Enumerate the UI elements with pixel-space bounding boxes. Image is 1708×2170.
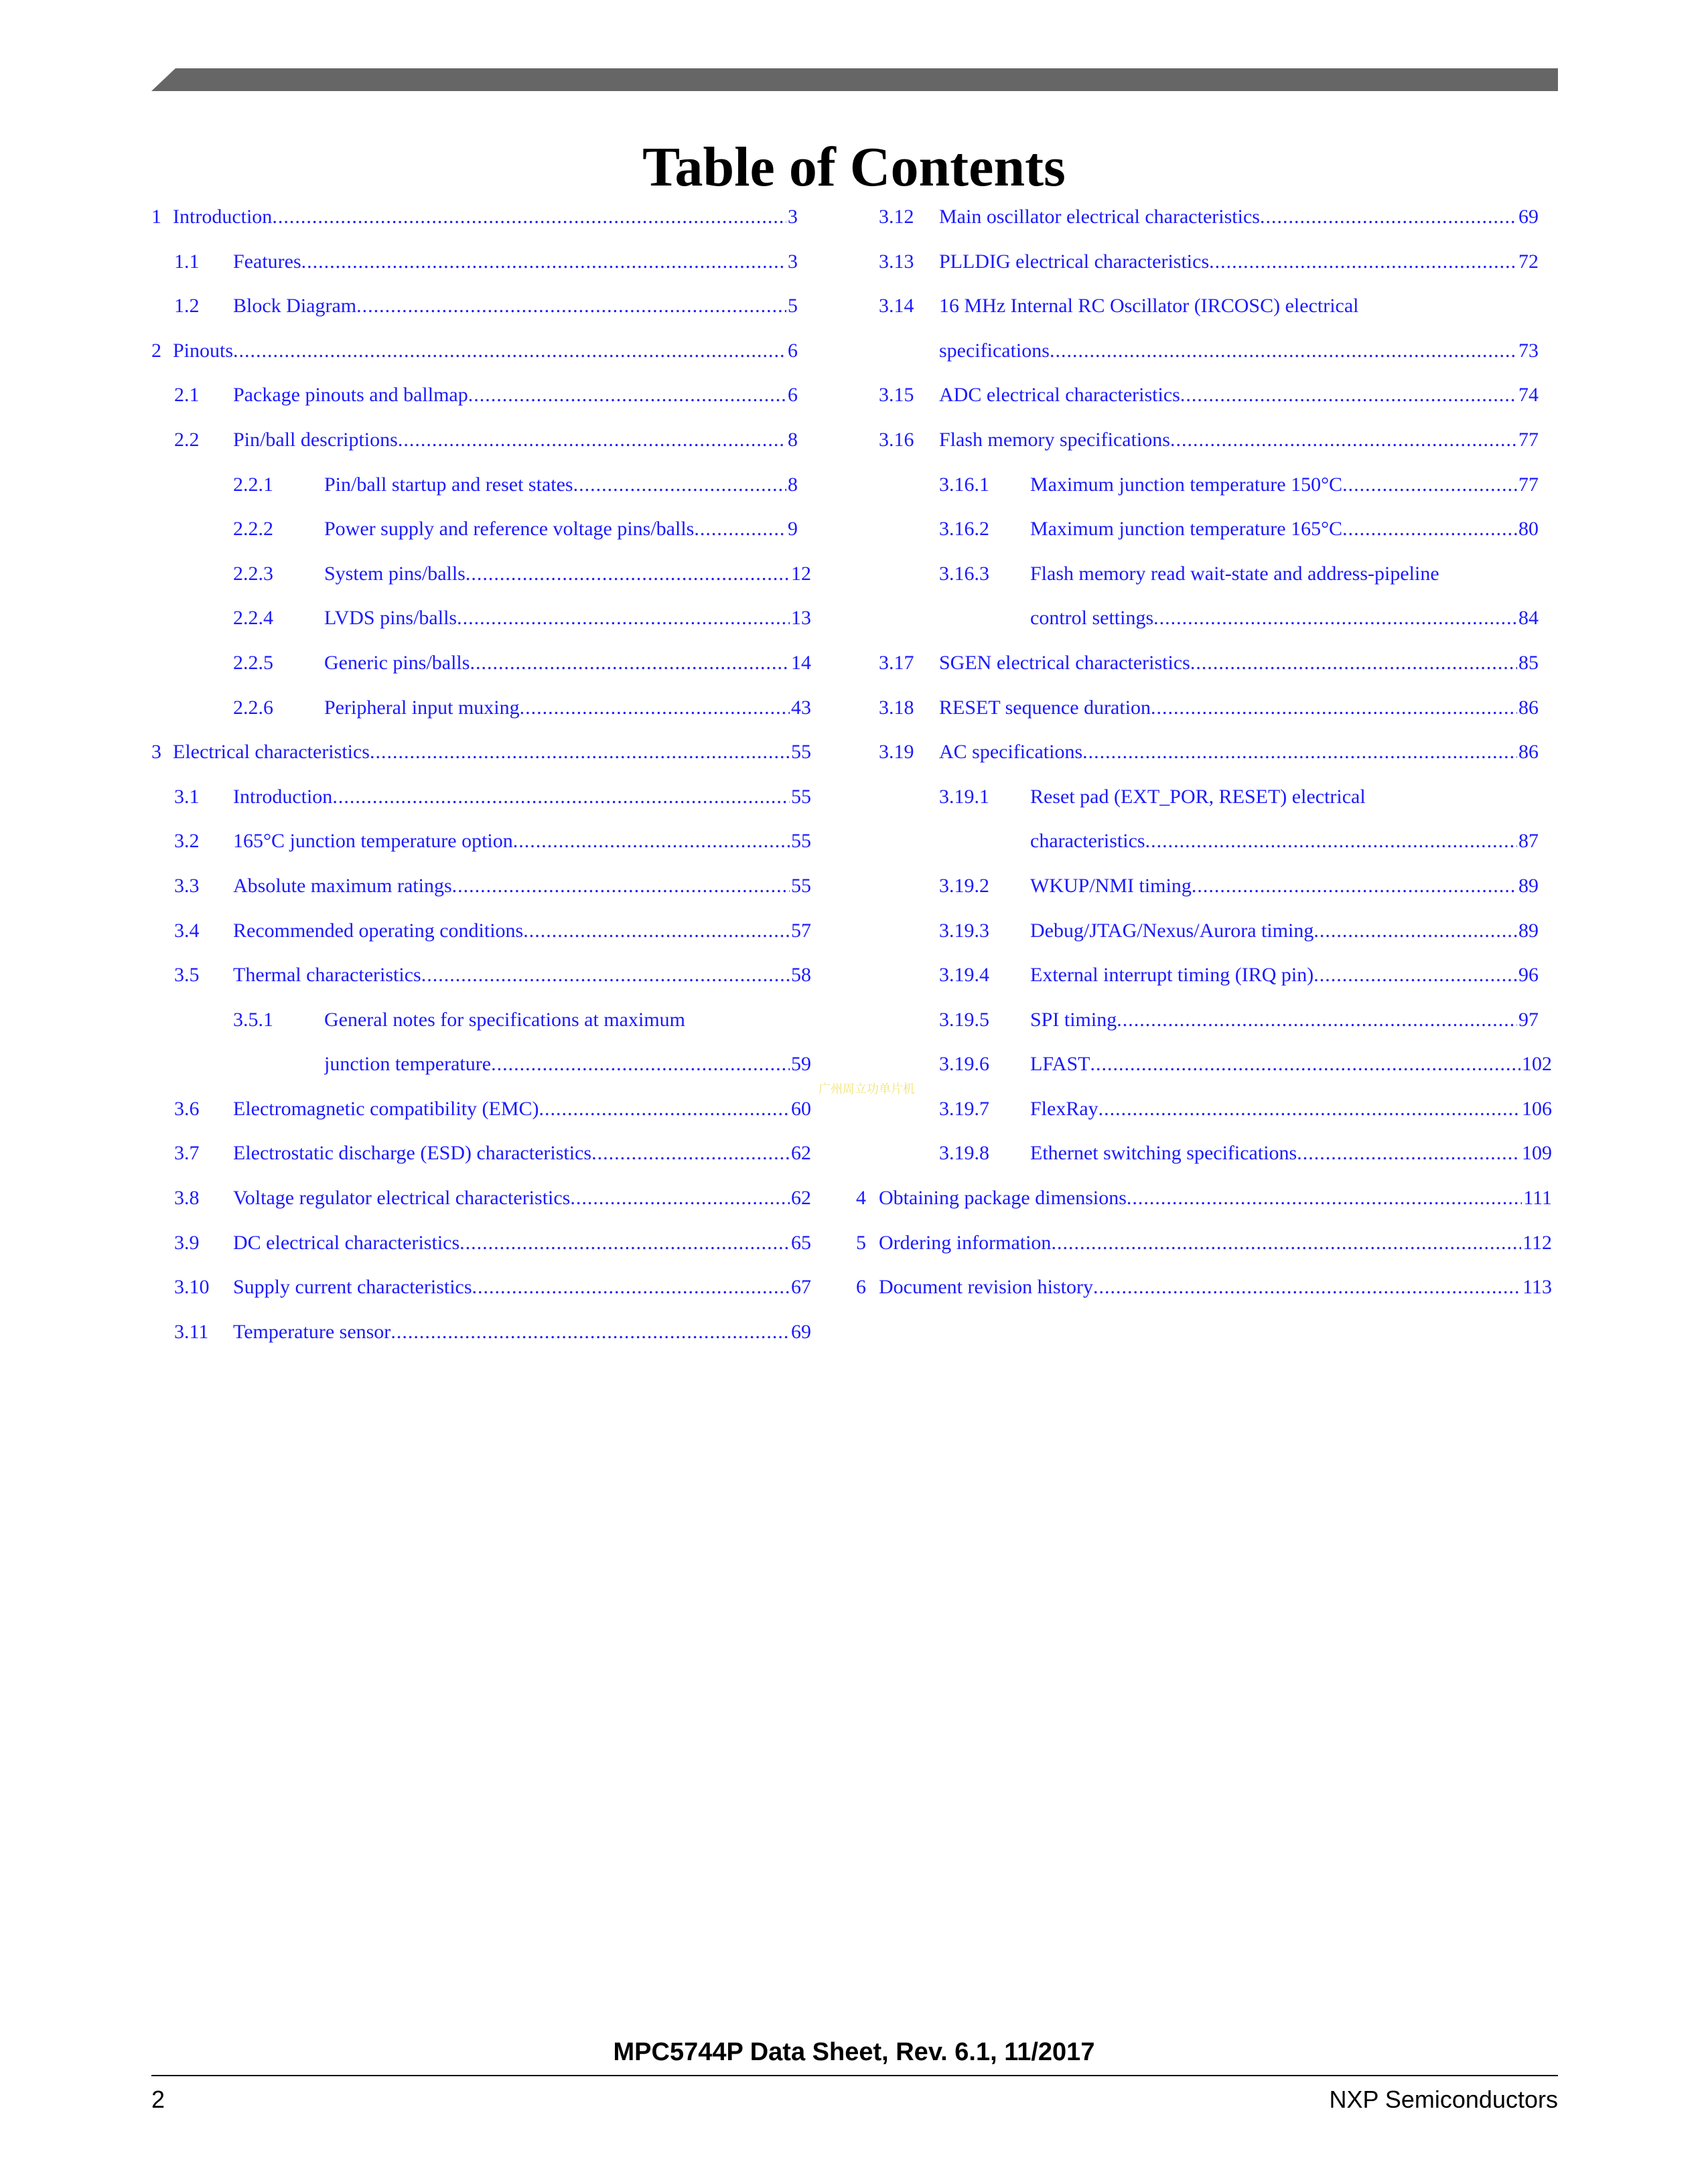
toc-entry-title: System pins/balls: [324, 562, 466, 585]
toc-leader-dots: [1297, 1135, 1520, 1171]
toc-entry-page: 86: [1518, 696, 1539, 719]
toc-leader-dots: [520, 690, 790, 726]
toc-entry-number: 6: [856, 1276, 866, 1299]
toc-entry-page: 109: [1522, 1142, 1552, 1165]
toc-entry-number: 1.2: [174, 295, 200, 317]
toc-entry-title: Reset pad (EXT_POR, RESET) electrical: [1030, 785, 1366, 808]
toc-entry-2-2-6[interactable]: [151, 690, 811, 735]
toc-entry-number: 3.16: [879, 428, 914, 451]
toc-leader-dots: [591, 1135, 790, 1171]
toc-leader-dots: [1153, 600, 1517, 636]
toc-entry-page: 58: [791, 964, 811, 987]
toc-leader-dots: [1098, 1091, 1520, 1127]
toc-entry-3-12[interactable]: [879, 199, 1552, 244]
toc-entry-3-1[interactable]: [151, 779, 811, 824]
toc-entry-3-16[interactable]: [879, 422, 1552, 467]
toc-entry-number: 3: [151, 741, 161, 764]
toc-entry-number: 2.2.3: [233, 562, 273, 585]
toc-leader-dots: [1127, 1180, 1522, 1216]
toc-entry-page: 9: [788, 518, 798, 540]
toc-entry-3-19-3[interactable]: [879, 913, 1552, 958]
toc-entry-title: Main oscillator electrical characteristics: [939, 206, 1260, 228]
footer-divider: [151, 2075, 1558, 2076]
toc-entry-2-2-4[interactable]: [151, 600, 811, 645]
toc-entry-3-19-5[interactable]: [879, 1002, 1552, 1047]
toc-left-column: [151, 199, 811, 1358]
toc-entry-page: 111: [1523, 1187, 1552, 1210]
toc-entry-title: DC electrical characteristics: [233, 1231, 460, 1254]
toc-entry-title: Features: [233, 250, 301, 273]
toc-entry-page: 3: [788, 250, 798, 273]
watermark: 广州周立功单片机: [819, 1082, 915, 1096]
footer-document-title: MPC5744P Data Sheet, Rev. 6.1, 11/2017: [613, 2038, 1095, 2066]
toc-entry-page: 55: [791, 741, 811, 764]
toc-entry-title: Supply current characteristics: [233, 1276, 472, 1299]
toc-entry-page: 113: [1522, 1276, 1552, 1299]
toc-entry-title: junction temperature: [324, 1053, 492, 1076]
toc-entry-title: control settings: [1030, 607, 1154, 630]
toc-entry-3-19[interactable]: [879, 734, 1552, 779]
toc-entry-number: 2.1: [174, 384, 200, 407]
toc-entry-title: Introduction: [173, 206, 273, 228]
toc-leader-dots: [332, 779, 790, 815]
footer-company-name: NXP Semiconductors: [1329, 2086, 1558, 2113]
toc-entry-3-10[interactable]: [151, 1269, 811, 1314]
toc-entry-3-16-1[interactable]: [879, 467, 1552, 512]
toc-entry-title: characteristics: [1030, 830, 1145, 853]
toc-entry-title: Generic pins/balls: [324, 651, 470, 674]
toc-leader-dots: [1151, 690, 1517, 726]
toc-entry-title: WKUP/NMI timing: [1030, 874, 1192, 897]
toc-entry-page: 8: [788, 473, 798, 496]
toc-entry-page: 77: [1518, 428, 1539, 451]
toc-entry-page: 69: [791, 1320, 811, 1343]
toc-entry-3-19-4[interactable]: [879, 957, 1552, 1002]
toc-entry-title: SGEN electrical characteristics: [939, 651, 1190, 674]
page-title: Table of Contents: [642, 136, 1066, 198]
toc-entry-3-19-7[interactable]: [879, 1091, 1552, 1136]
toc-entry-number: 1: [151, 206, 161, 228]
toc-leader-dots: [1093, 1269, 1521, 1305]
toc-entry-page: 80: [1518, 518, 1539, 540]
toc-entry-title: Ethernet switching specifications: [1030, 1142, 1297, 1165]
toc-entry-page: 89: [1518, 874, 1539, 897]
toc-entry-3-16-2[interactable]: [879, 511, 1552, 556]
toc-entry-number: 3.19.2: [939, 874, 989, 897]
toc-entry-2-2[interactable]: [151, 422, 811, 467]
toc-entry-title: Pinouts: [173, 339, 234, 362]
footer-page-number: 2: [151, 2086, 165, 2113]
toc-entry-page: 65: [791, 1231, 811, 1254]
toc-entry-3-9[interactable]: [151, 1225, 811, 1270]
toc-entry-number: 3.19: [879, 741, 914, 764]
toc-leader-dots: [301, 244, 786, 280]
toc-entry-2-2-2[interactable]: [151, 511, 811, 556]
toc-leader-dots: [466, 556, 790, 592]
toc-entry-number: 3.17: [879, 651, 914, 674]
toc-entry-2[interactable]: [151, 333, 811, 378]
toc-entry-3-2[interactable]: [151, 823, 811, 868]
toc-leader-dots: [523, 913, 790, 949]
toc-entry-page: 102: [1522, 1053, 1552, 1076]
toc-entry-1[interactable]: [151, 199, 811, 244]
toc-entry-number: 2: [151, 339, 161, 362]
toc-entry-number: 3.19.8: [939, 1142, 989, 1165]
toc-entry-3-15[interactable]: [879, 377, 1552, 422]
toc-entry-number: 3.5: [174, 964, 200, 987]
toc-entry-title: LFAST: [1030, 1053, 1090, 1076]
toc-entry-3-17[interactable]: [879, 645, 1552, 690]
toc-leader-dots: [1260, 199, 1517, 235]
toc-entry-1-1[interactable]: [151, 244, 811, 289]
toc-leader-dots: [272, 199, 786, 235]
toc-entry-page: 55: [791, 785, 811, 808]
toc-entry-number: 3.2: [174, 830, 200, 853]
toc-entry-title: AC specifications: [939, 741, 1083, 764]
toc-entry-page: 13: [791, 607, 811, 630]
toc-entry-2-2-5[interactable]: [151, 645, 811, 690]
toc-entry-title: Electrostatic discharge (ESD) characteristics: [233, 1142, 592, 1165]
toc-entry-number: 3.12: [879, 206, 914, 228]
toc-leader-dots: [1313, 913, 1517, 949]
toc-entry-3-11[interactable]: [151, 1314, 811, 1359]
toc-entry-number: 1.1: [174, 250, 200, 273]
toc-leader-dots: [1170, 422, 1517, 458]
toc-entry-3-14-continued[interactable]: [879, 333, 1552, 378]
toc-entry-3-14[interactable]: [879, 288, 1552, 333]
toc-entry-page: 106: [1522, 1097, 1552, 1120]
toc-entry-title: FlexRay: [1030, 1097, 1098, 1120]
toc-entry-page: 62: [791, 1142, 811, 1165]
toc-entry-number: 3.16.1: [939, 473, 989, 496]
toc-entry-page: 57: [791, 919, 811, 942]
toc-leader-dots: [570, 1180, 790, 1216]
toc-entry-title: 165°C junction temperature option: [233, 830, 513, 853]
toc-entry-number: 3.19.1: [939, 785, 989, 808]
toc-entry-number: 3.7: [174, 1142, 200, 1165]
toc-entry-title: SPI timing: [1030, 1008, 1117, 1031]
toc-leader-dots: [513, 823, 790, 859]
toc-leader-dots: [472, 1269, 790, 1305]
toc-entry-title: Package pinouts and ballmap: [233, 384, 468, 407]
toc-leader-dots: [1051, 1225, 1521, 1261]
toc-entry-page: 85: [1518, 651, 1539, 674]
toc-entry-number: 4: [856, 1187, 866, 1210]
toc-entry-number: 3.9: [174, 1231, 200, 1254]
toc-entry-3-5-1-continued[interactable]: [151, 1046, 811, 1091]
toc-entry-number: 3.1: [174, 785, 200, 808]
toc-entry-title: Flash memory specifications: [939, 428, 1170, 451]
toc-leader-dots: [1342, 467, 1517, 503]
toc-entry-number: 2.2.4: [233, 607, 273, 630]
toc-entry-3-19-6[interactable]: [879, 1046, 1552, 1091]
toc-entry-3-6[interactable]: [151, 1091, 811, 1136]
toc-entry-3-4[interactable]: [151, 913, 811, 958]
toc-entry-3-7[interactable]: [151, 1135, 811, 1180]
toc-entry-title: Peripheral input muxing: [324, 696, 520, 719]
toc-entry-page: 55: [791, 830, 811, 853]
toc-entry-number: 3.19.3: [939, 919, 989, 942]
toc-leader-dots: [539, 1091, 790, 1127]
toc-entry-page: 14: [791, 651, 811, 674]
toc-entry-title: Recommended operating conditions: [233, 919, 524, 942]
toc-entry-title: Electromagnetic compatibility (EMC): [233, 1097, 539, 1120]
toc-entry-page: 69: [1518, 206, 1539, 228]
toc-entry-page: 43: [791, 696, 811, 719]
toc-entry-number: 3.15: [879, 384, 914, 407]
toc-leader-dots: [398, 422, 786, 458]
toc-leader-dots: [491, 1046, 790, 1082]
toc-entry-page: 62: [791, 1187, 811, 1210]
toc-leader-dots: [1342, 511, 1517, 547]
toc-entry-page: 97: [1518, 1008, 1539, 1031]
toc-entry-title: Document revision history: [879, 1276, 1093, 1299]
toc-entry-2-2-1[interactable]: [151, 467, 811, 512]
toc-entry-number: 3.4: [174, 919, 200, 942]
toc-entry-title: Flash memory read wait-state and address-pipeline: [1030, 562, 1439, 585]
toc-entry-page: 6: [788, 339, 798, 362]
toc-entry-title: specifications: [939, 339, 1050, 362]
toc-entry-title: Pin/ball descriptions: [233, 428, 398, 451]
toc-entry-number: 3.8: [174, 1187, 200, 1210]
toc-leader-dots: [1050, 333, 1517, 369]
toc-entry-page: 72: [1518, 250, 1539, 273]
toc-entry-page: 96: [1518, 964, 1539, 987]
toc-entry-3-19-1[interactable]: [879, 779, 1552, 824]
toc-leader-dots: [470, 645, 790, 681]
toc-entry-page: 73: [1518, 339, 1539, 362]
toc-entry-page: 89: [1518, 919, 1539, 942]
toc-entry-title: General notes for specifications at maximum: [324, 1008, 685, 1031]
toc-leader-dots: [356, 288, 786, 324]
toc-entry-title: Electrical characteristics: [173, 741, 370, 764]
toc-leader-dots: [1145, 823, 1517, 859]
toc-leader-dots: [573, 467, 786, 503]
toc-leader-dots: [390, 1314, 790, 1350]
toc-entry-title: RESET sequence duration: [939, 696, 1151, 719]
toc-leader-dots: [468, 377, 786, 413]
toc-entry-number: 2.2.6: [233, 696, 273, 719]
toc-entry-number: 3.6: [174, 1097, 200, 1120]
toc-entry-title: LVDS pins/balls: [324, 607, 457, 630]
toc-entry-number: 3.3: [174, 874, 200, 897]
toc-entry-page: 5: [788, 295, 798, 317]
toc-entry-page: 87: [1518, 830, 1539, 853]
toc-leader-dots: [1082, 734, 1517, 770]
toc-leader-dots: [421, 957, 790, 993]
toc-entry-page: 12: [791, 562, 811, 585]
toc-entry-number: 3.19.5: [939, 1008, 989, 1031]
toc-entry-title: Obtaining package dimensions: [879, 1187, 1127, 1210]
toc-entry-title: Debug/JTAG/Nexus/Aurora timing: [1030, 919, 1314, 942]
toc-entry-number: 2.2.2: [233, 518, 273, 540]
toc-entry-3-13[interactable]: [879, 244, 1552, 289]
toc-entry-page: 3: [788, 206, 798, 228]
toc-entry-title: ADC electrical characteristics: [939, 384, 1180, 407]
toc-entry-title: Temperature sensor: [233, 1320, 391, 1343]
toc-leader-dots: [233, 333, 786, 369]
toc-entry-6[interactable]: [856, 1269, 1552, 1314]
toc-entry-number: 3.19.4: [939, 964, 989, 987]
toc-entry-number: 3.18: [879, 696, 914, 719]
toc-leader-dots: [1313, 957, 1517, 993]
toc-entry-title: PLLDIG electrical characteristics: [939, 250, 1210, 273]
toc-entry-number: 3.14: [879, 295, 914, 317]
toc-leader-dots: [1180, 377, 1517, 413]
toc-leader-dots: [370, 734, 790, 770]
toc-entry-title: Pin/ball startup and reset states: [324, 473, 573, 496]
toc-entry-3-16-3[interactable]: [879, 556, 1552, 601]
toc-entry-number: 2.2: [174, 428, 200, 451]
toc-entry-3-18[interactable]: [879, 690, 1552, 735]
toc-entry-3-8[interactable]: [151, 1180, 811, 1225]
toc-entry-number: 3.13: [879, 250, 914, 273]
toc-entry-3-19-1-continued[interactable]: [879, 823, 1552, 868]
toc-entry-number: 3.19.7: [939, 1097, 989, 1120]
toc-leader-dots: [694, 511, 786, 547]
toc-entry-title: Maximum junction temperature 165°C: [1030, 518, 1343, 540]
toc-entry-number: 3.11: [174, 1320, 209, 1343]
toc-entry-title: Introduction: [233, 785, 333, 808]
toc-leader-dots: [459, 1225, 790, 1261]
toc-entry-number: 2.2.1: [233, 473, 273, 496]
toc-entry-page: 59: [791, 1053, 811, 1076]
toc-entry-number: 3.19.6: [939, 1053, 989, 1076]
toc-leader-dots: [1117, 1002, 1517, 1038]
toc-entry-5[interactable]: [856, 1225, 1552, 1270]
toc-entry-page: 67: [791, 1276, 811, 1299]
toc-entry-title: Block Diagram: [233, 295, 357, 317]
toc-entry-title: 16 MHz Internal RC Oscillator (IRCOSC) electrical: [939, 295, 1359, 317]
toc-entry-page: 55: [791, 874, 811, 897]
toc-entry-page: 74: [1518, 384, 1539, 407]
toc-entry-number: 3.10: [174, 1276, 210, 1299]
toc-entry-1-2[interactable]: [151, 288, 811, 333]
toc-entry-number: 3.16.2: [939, 518, 989, 540]
toc-entry-3[interactable]: [151, 734, 811, 779]
toc-entry-3-3[interactable]: [151, 868, 811, 913]
toc-leader-dots: [452, 868, 790, 904]
toc-entry-page: 86: [1518, 741, 1539, 764]
toc-entry-page: 84: [1518, 607, 1539, 630]
toc-entry-4[interactable]: [856, 1180, 1552, 1225]
toc-entry-number: 3.5.1: [233, 1008, 273, 1031]
toc-entry-title: Voltage regulator electrical characteristics: [233, 1187, 571, 1210]
toc-entry-2-1[interactable]: [151, 377, 811, 422]
toc-entry-title: Thermal characteristics: [233, 964, 421, 987]
toc-entry-number: 2.2.5: [233, 651, 273, 674]
toc-entry-title: External interrupt timing (IRQ pin): [1030, 964, 1314, 987]
toc-entry-3-5[interactable]: [151, 957, 811, 1002]
toc-entry-title: Ordering information: [879, 1231, 1052, 1254]
toc-leader-dots: [457, 600, 790, 636]
toc-entry-title: Power supply and reference voltage pins/balls: [324, 518, 695, 540]
toc-entry-page: 8: [788, 428, 798, 451]
toc-entry-title: Absolute maximum ratings: [233, 874, 452, 897]
toc-entry-title: Maximum junction temperature 150°C: [1030, 473, 1343, 496]
toc-entry-page: 60: [791, 1097, 811, 1120]
toc-entry-number: 5: [856, 1231, 866, 1254]
toc-entry-3-5-1[interactable]: [151, 1002, 811, 1047]
toc-entry-3-16-3-continued[interactable]: [879, 600, 1552, 645]
toc-entry-number: 3.16.3: [939, 562, 989, 585]
toc-entry-page: 77: [1518, 473, 1539, 496]
toc-entry-3-19-8[interactable]: [879, 1135, 1552, 1180]
header-bar: [151, 68, 1558, 91]
toc-leader-dots: [1209, 244, 1517, 280]
toc-leader-dots: [1090, 1046, 1520, 1082]
toc-leader-dots: [1192, 868, 1517, 904]
toc-leader-dots: [1190, 645, 1517, 681]
toc-entry-2-2-3[interactable]: [151, 556, 811, 601]
toc-entry-page: 112: [1522, 1231, 1552, 1254]
toc-entry-3-19-2[interactable]: [879, 868, 1552, 913]
toc-entry-page: 6: [788, 384, 798, 407]
